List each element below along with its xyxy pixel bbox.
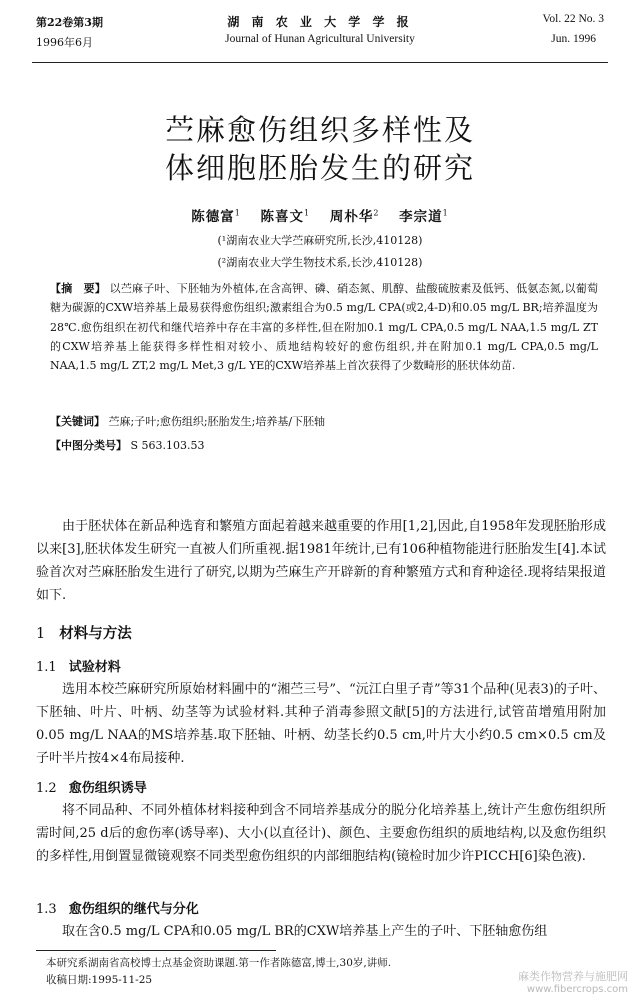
footnote-received-date: 收稿日期:1995-11-25 xyxy=(46,974,153,986)
volume-cn: 第22卷第3期 xyxy=(36,16,103,29)
author-list xyxy=(0,205,640,225)
section-heading: 1 材料与方法 xyxy=(36,626,132,642)
footnote-rule xyxy=(36,950,276,951)
author: 李宗道$^1$ xyxy=(399,208,449,225)
abstract-text: 以苎麻子叶、下胚轴为外植体,在含高钾、磷、硝态氮、肌醇、盐酸硫胺素及低钙、低氨态氮,以葡萄糖为碳源的CXW培养基上最易获得愈伤组织;激素组合为0.5 mg/L CPA(或2,4-D)和0.05 mg/L BR;培养温度为28℃.愈伤组织在初代和继代培养中存在丰富的多样性,但在附加0.1 mg/L CPA,0.5 mg/L NAA,1.5 mg/L ZT的CXW培养基上能获得多样性相对较小、质地结构较好的愈伤组织,并在附加0.1 mg/L CPA,0.5 mg/L NAA,1.5 mg/L ZT,2 mg/L Met,3 g/L YE的CXW培养基上首次获得了少数畸形的胚状体幼苗. xyxy=(50,282,598,373)
classification-text: S 563.103.53 xyxy=(130,439,205,452)
header-rule xyxy=(32,62,608,63)
paragraph: 选用本校苎麻研究所原始材料圃中的“湘苎三号”、“沅江白里子青”等31个品种(见表3)的子叶、下胚轴、叶片、叶柄、幼茎等为试验材料.其种子消毒参照文献[5]的方法进行,试管苗增殖用附加0.05 mg/L NAA的MS培养基.取下胚轴、叶柄、幼茎长约0.5 cm,叶片大小约0.5 cm×0.5 cm及子叶半片按4×4布局接种. xyxy=(36,682,606,766)
intro-paragraph: 由于胚状体在新品种选育和繁殖方面起着越来越重要的作用[1,2],因此,自1958年发现胚胎形成以来[3],胚状体发生研究一直被人们所重视.据1981年统计,已有106种植物能进行胚胎发生[4].本试验首次对苎麻胚胎发生进行了研究,以期为苎麻生产开辟新的育种繁殖方式和育种途径.现将结果报道如下. xyxy=(36,519,606,603)
paragraph: 取在含0.5 mg/L CPA和0.05 mg/L BR的CXW培养基上产生的子叶、下胚轴愈伤组 xyxy=(62,924,548,939)
paragraph: 将不同品种、不同外植体材料接种到含不同培养基成分的脱分化培养基上,统计产生愈伤组织所需时间,25 d后的愈伤率(诱导率)、大小(以直径计)、颜色、主要愈伤组织的质地结构,以及愈伤组织的多样性,用倒置显微镜观察不同类型愈伤组织的内部细胞结构(镜检时加少许PICCH[6]染色液). xyxy=(36,803,606,864)
date-en: Jun. 1996 xyxy=(551,33,596,45)
keywords-text: 苎麻;子叶;愈伤组织;胚胎发生;培养基/下胚轴 xyxy=(108,415,326,428)
author: 陈喜文$^1$ xyxy=(260,208,311,225)
watermark-text: 麻类作物营养与施肥网 xyxy=(518,970,628,983)
author: 陈德富$^1$ xyxy=(191,208,241,225)
abstract xyxy=(50,279,598,375)
running-header xyxy=(0,10,640,60)
subsection-heading: 1.1 试验材料 xyxy=(36,660,121,675)
classification-number xyxy=(50,437,598,453)
affiliation-1: (¹湖南农业大学苎麻研究所,长沙,410128) xyxy=(217,234,423,247)
watermark-url: www.fibercrops.com xyxy=(526,984,628,995)
journal-title-en: Journal of Hunan Agricultural University xyxy=(225,33,415,45)
footnote-funding: 本研究系湖南省高校博士点基金资助课题.第一作者陈德富,博士,30岁,讲师. xyxy=(46,957,392,969)
date-cn: 1996年6月 xyxy=(36,36,93,49)
paper-title-line-1: 苎麻愈伤组织多样性及 xyxy=(164,113,475,147)
keywords xyxy=(50,413,598,429)
keywords-label: 【关键词】 xyxy=(50,415,105,428)
abstract-label: 【摘 要】 xyxy=(50,282,106,295)
subsection-heading: 1.3 愈伤组织的继代与分化 xyxy=(36,902,199,917)
author: 周朴华$^2$ xyxy=(329,208,380,225)
volume-en: Vol. 22 No. 3 xyxy=(542,13,604,25)
affiliation-2: (²湖南农业大学生物技术系,长沙,410128) xyxy=(217,256,423,269)
paper-title-line-2: 体细胞胚胎发生的研究 xyxy=(164,151,475,185)
classification-label: 【中图分类号】 xyxy=(50,439,127,452)
subsection-heading: 1.2 愈伤组织诱导 xyxy=(36,781,147,796)
journal-title-cn: 湖 南 农 业 大 学 学 报 xyxy=(227,15,413,29)
